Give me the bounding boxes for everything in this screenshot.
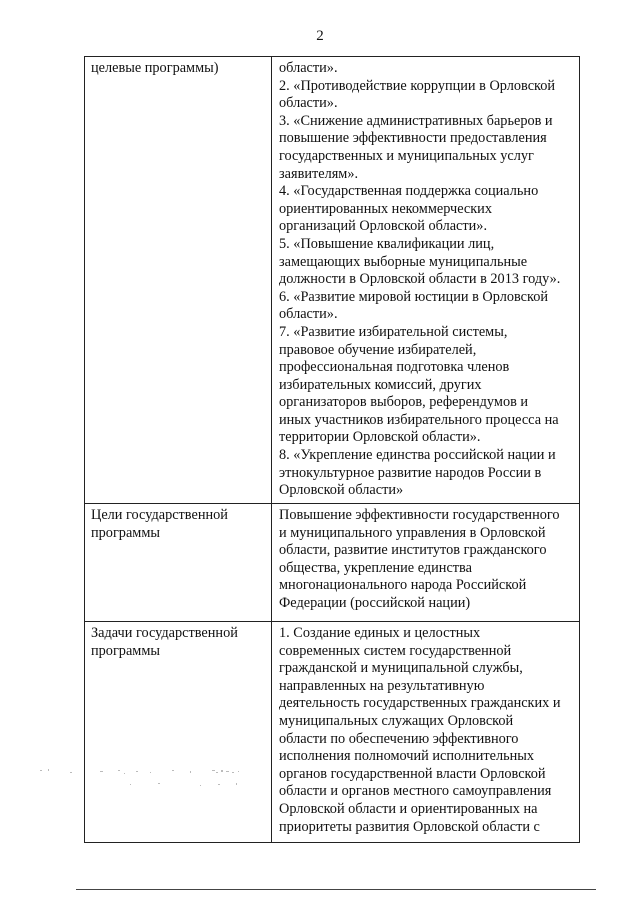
content-line: области». bbox=[279, 60, 338, 76]
content-line: 5. «Повышение квалификации лиц, bbox=[279, 235, 495, 252]
content-line: Орловской области» bbox=[279, 482, 404, 499]
content-line: 7. «Развитие избирательной системы, bbox=[279, 323, 508, 340]
content-line: 1. Создание единых и целостных bbox=[279, 625, 481, 641]
content-line: области и органов местного самоуправления bbox=[279, 783, 552, 800]
content-line: области». bbox=[279, 95, 338, 112]
content-line: Повышение эффективности государственного bbox=[279, 507, 560, 523]
content-line: 2. «Противодействие коррупции в Орловской bbox=[279, 77, 556, 94]
row-label-line: программы bbox=[91, 524, 161, 541]
content-line: современных систем государственной bbox=[279, 642, 512, 659]
content-line: Орловской области и ориентированных на bbox=[279, 800, 538, 817]
row-label-cell bbox=[85, 622, 272, 842]
content-line: общества, укрепление единства bbox=[279, 559, 472, 576]
row-label-cell bbox=[85, 57, 272, 503]
content-line: Федерации (российской нации) bbox=[279, 594, 471, 611]
row-label-cell bbox=[85, 504, 272, 621]
content-line: направленных на результативную bbox=[279, 677, 485, 694]
row-label-line: целевые программы) bbox=[91, 60, 219, 76]
content-line: многонационального народа Российской bbox=[279, 577, 527, 594]
content-line: 4. «Государственная поддержка социально bbox=[279, 183, 539, 200]
row-label-line: программы bbox=[91, 642, 161, 659]
content-line: ориентированных некоммерческих bbox=[279, 200, 492, 217]
scan-noise-specks bbox=[40, 766, 270, 794]
row-content-cell bbox=[272, 622, 579, 842]
content-line: области, развитие институтов гражданского bbox=[279, 542, 547, 559]
row-label-line: Цели государственной bbox=[91, 507, 228, 523]
row-content-cell bbox=[272, 57, 579, 503]
content-line: профессиональная подготовка членов bbox=[279, 359, 510, 376]
table-row-program-tasks bbox=[85, 621, 579, 842]
content-line: должности в Орловской области в 2013 году». bbox=[279, 271, 561, 288]
content-line: повышение эффективности предоставления bbox=[279, 130, 547, 147]
table-row-target-programs bbox=[85, 57, 579, 503]
content-line: органов государственной власти Орловской bbox=[279, 765, 546, 782]
content-line: избирательных комиссий, других bbox=[279, 376, 482, 393]
row-label-line: Задачи государственной bbox=[91, 625, 238, 641]
content-line: гражданской и муниципальной службы, bbox=[279, 660, 523, 677]
content-line: приоритеты развития Орловской области с bbox=[279, 818, 540, 835]
content-line: 3. «Снижение административных барьеров и bbox=[279, 112, 553, 129]
content-line: замещающих выборные муниципальные bbox=[279, 253, 528, 270]
program-passport-table bbox=[84, 56, 580, 843]
content-line: деятельность государственных гражданских и bbox=[279, 695, 561, 712]
content-line: организаций Орловской области». bbox=[279, 218, 488, 235]
page-number: 2 bbox=[316, 28, 324, 44]
content-line: области по обеспечению эффективного bbox=[279, 730, 519, 747]
content-line: и муниципального управления в Орловской bbox=[279, 524, 546, 541]
content-line: исполнения полномочий исполнительных bbox=[279, 748, 535, 765]
content-line: 8. «Укрепление единства российской нации и bbox=[279, 447, 556, 464]
content-line: государственных и муниципальных услуг bbox=[279, 147, 534, 164]
content-line: муниципальных служащих Орловской bbox=[279, 712, 514, 729]
content-line: области». bbox=[279, 306, 338, 323]
row-content-cell bbox=[272, 504, 579, 621]
content-line: организаторов выборов, референдумов и bbox=[279, 394, 529, 411]
content-line: правовое обучение избирателей, bbox=[279, 341, 477, 358]
content-line: 6. «Развитие мировой юстиции в Орловской bbox=[279, 288, 549, 305]
table-row-program-goals bbox=[85, 503, 579, 621]
content-line: этнокультурное развитие народов России в bbox=[279, 464, 542, 481]
content-line: территории Орловской области». bbox=[279, 429, 481, 446]
content-line: заявителям». bbox=[279, 165, 359, 182]
content-line: иных участников избирательного процесса на bbox=[279, 411, 559, 428]
bottom-rule bbox=[76, 889, 596, 890]
